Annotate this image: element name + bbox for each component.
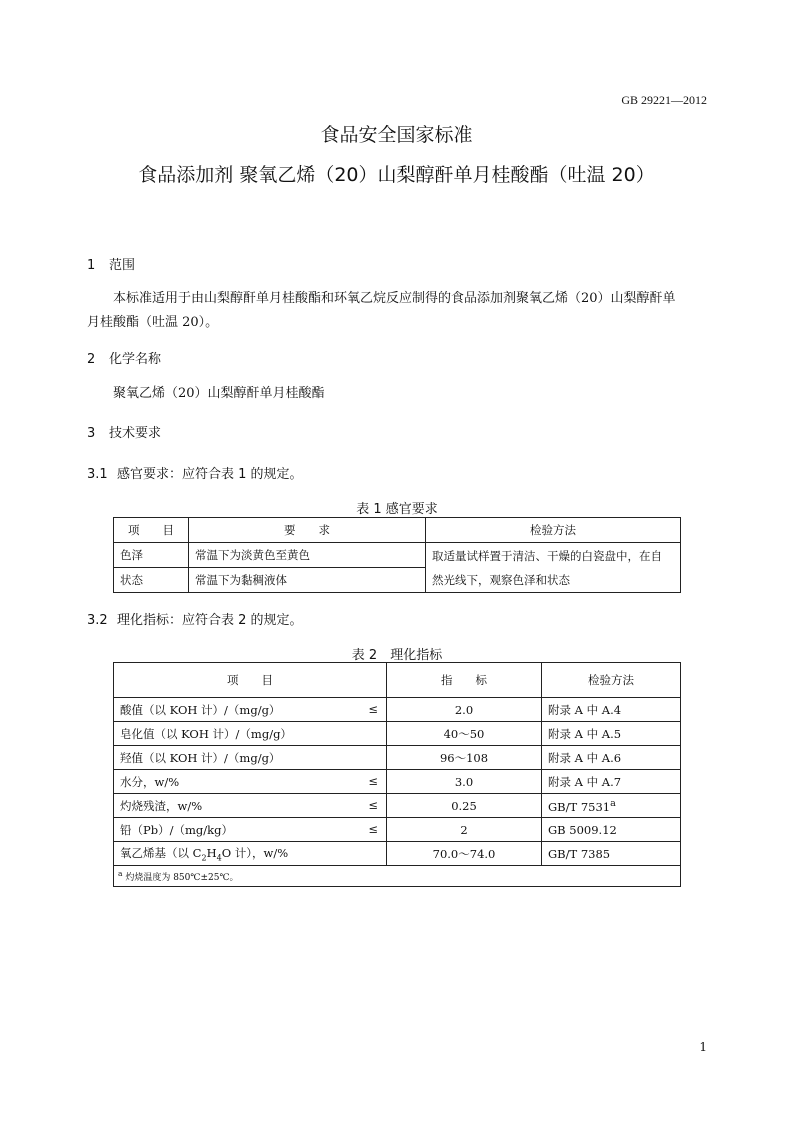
row-method: 附录 A 中 A.4 [542, 698, 681, 722]
item-label-part: H [206, 845, 217, 860]
table-row [114, 818, 681, 842]
row-item [114, 770, 387, 794]
section-title: 技术要求 [109, 426, 162, 441]
footnote-text: 灼烧温度为 850℃±25℃。 [122, 873, 239, 883]
item-subscript: 4 [216, 853, 222, 863]
row-requirement: 常温下为淡黄色至黄色 [189, 543, 426, 568]
header-value: 指 标 [387, 663, 542, 698]
less-equal-sign: ≤ [368, 797, 378, 812]
row-method [426, 543, 681, 593]
item-label: 皂化值（以 KOH 计）/（mg/g） [120, 726, 292, 741]
row-item: 色泽 [114, 543, 189, 568]
row-item: 状态 [114, 568, 189, 593]
standard-number: GB 29221—2012 [621, 93, 707, 107]
table-footnote-row [114, 866, 681, 887]
row-method: GB 5009.12 [542, 818, 681, 842]
table-header-row [114, 518, 681, 543]
row-method: 附录 A 中 A.6 [542, 746, 681, 770]
item-label: 铅（Pb）/（mg/kg） [120, 822, 233, 837]
method-label: GB/T 7531 [548, 799, 611, 814]
row-requirement: 常温下为黏稠液体 [189, 568, 426, 593]
header-method: 检验方法 [542, 663, 681, 698]
item-label-part: 氧乙烯基（以 C [120, 845, 202, 860]
row-item [114, 722, 387, 746]
row-value: 2 [387, 818, 542, 842]
header-method: 检验方法 [426, 518, 681, 543]
footnote-marker: a [118, 869, 123, 878]
row-item [114, 842, 387, 866]
table-row [114, 794, 681, 818]
item-label: 灼烧残渣，w/% [120, 798, 203, 813]
row-method [542, 794, 681, 818]
row-method: 附录 A 中 A.5 [542, 722, 681, 746]
table-header-row [114, 663, 681, 698]
less-equal-sign: ≤ [368, 821, 378, 836]
footnote-marker: a [610, 797, 616, 809]
row-item [114, 794, 387, 818]
less-equal-sign: ≤ [368, 701, 378, 716]
method-line1: 取适量试样置于清洁、干燥的白瓷盘中，在自 [432, 548, 662, 563]
item-label-part: O 计），w/% [221, 845, 289, 860]
document-title: 食品添加剂 聚氧乙烯（20）山梨醇酐单月桂酸酯（吐温 20） [138, 164, 655, 186]
header-item: 项 目 [114, 663, 387, 698]
section-number: 2 [87, 352, 96, 367]
row-value: 40～50 [387, 722, 542, 746]
section-title: 感官要求：应符合表 1 的规定。 [117, 467, 303, 482]
header-item: 项 目 [114, 518, 189, 543]
row-value: 70.0～74.0 [387, 842, 542, 866]
row-method: 附录 A 中 A.7 [542, 770, 681, 794]
section-1-heading [87, 254, 135, 273]
table-2 [113, 662, 681, 887]
table-row [114, 543, 681, 568]
item-subscript: 2 [201, 853, 207, 863]
row-value: 3.0 [387, 770, 542, 794]
section-number: 1 [87, 258, 96, 273]
row-value: 96～108 [387, 746, 542, 770]
section-2-heading [87, 348, 161, 367]
table-2-caption: 表 2 理化指标 [351, 648, 443, 663]
section-3-2-heading [87, 609, 303, 628]
row-item [114, 818, 387, 842]
table-row [114, 770, 681, 794]
row-item [114, 698, 387, 722]
less-equal-sign: ≤ [368, 773, 378, 788]
table-row [114, 698, 681, 722]
row-value: 0.25 [387, 794, 542, 818]
section-1-body-line1: 本标准适用于由山梨醇酐单月桂酸酯和环氧乙烷反应制得的食品添加剂聚氧乙烯（20）山梨醇酐单 [113, 291, 676, 306]
row-method: GB/T 7385 [542, 842, 681, 866]
table-footnote [114, 866, 681, 887]
section-number: 3.2 [87, 613, 108, 628]
item-label: 酸值（以 KOH 计）/（mg/g） [120, 702, 281, 717]
table-1-caption: 表 1 感官要求 [356, 502, 438, 517]
section-1-body-line2: 月桂酸酯（吐温 20）。 [87, 315, 219, 330]
table-row [114, 842, 681, 866]
table-row [114, 722, 681, 746]
row-item [114, 746, 387, 770]
section-title: 理化指标：应符合表 2 的规定。 [117, 613, 303, 628]
row-value: 2.0 [387, 698, 542, 722]
page-number: 1 [699, 1040, 707, 1054]
section-title: 化学名称 [109, 352, 162, 367]
section-2-body: 聚氧乙烯（20）山梨醇酐单月桂酸酯 [113, 386, 325, 401]
header-requirement: 要 求 [189, 518, 426, 543]
table-1 [113, 517, 681, 593]
table-row [114, 746, 681, 770]
section-number: 3 [87, 426, 96, 441]
standard-category-title: 食品安全国家标准 [320, 124, 473, 146]
section-3-1-heading [87, 463, 303, 482]
item-label: 羟值（以 KOH 计）/（mg/g） [120, 750, 281, 765]
section-3-heading [87, 422, 161, 441]
item-label: 水分，w/% [120, 774, 180, 789]
section-number: 3.1 [87, 467, 108, 482]
method-line2: 然光线下，观察色泽和状态 [432, 572, 570, 587]
section-title: 范围 [109, 258, 136, 273]
